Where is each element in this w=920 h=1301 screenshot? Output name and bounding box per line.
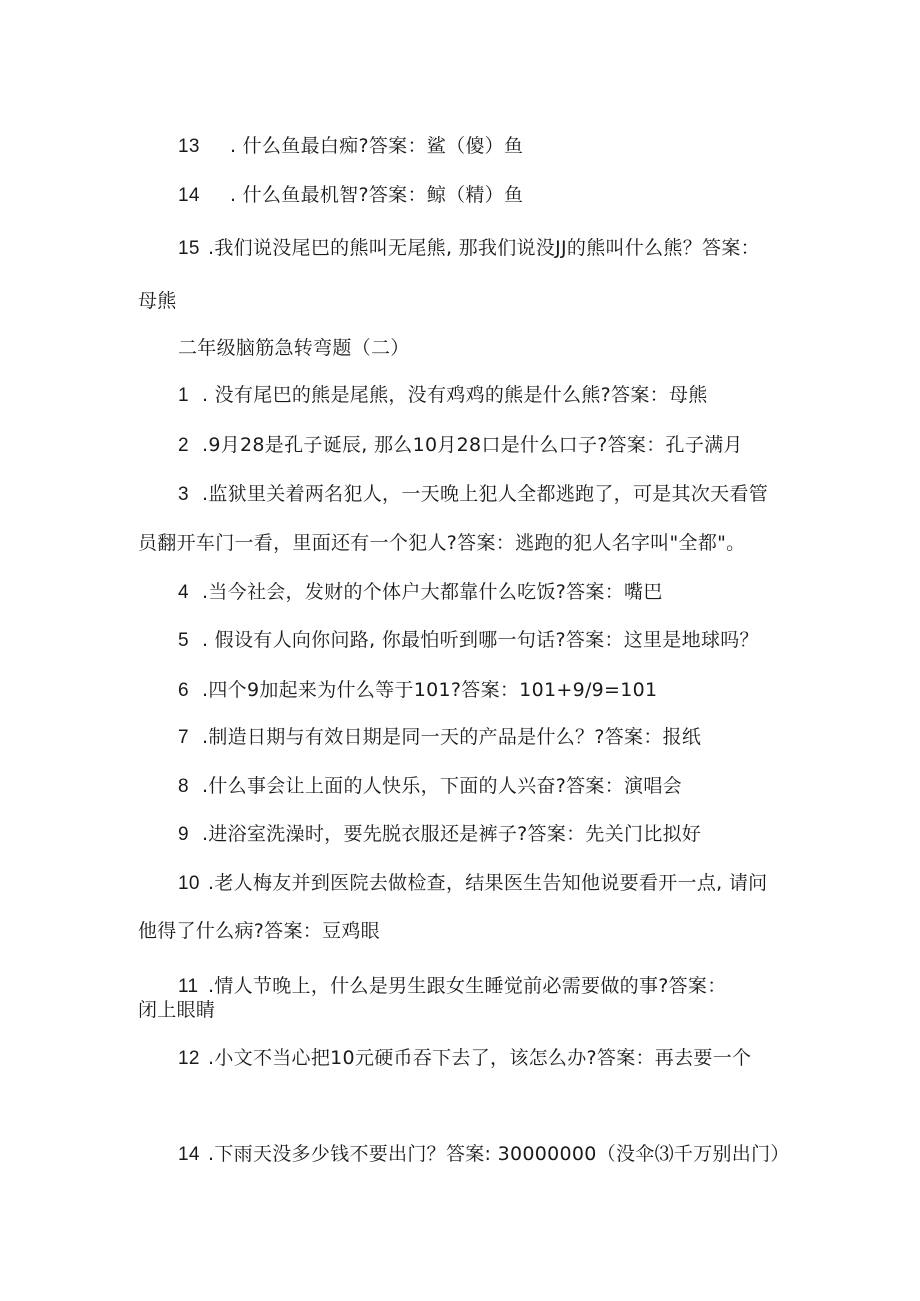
list-item [178,628,759,653]
item-number: 6 [178,680,189,701]
item-text: . 什么鱼最机智?答案：鲸（精）鱼 [230,184,524,206]
item-number: 14 [178,185,200,206]
list-item [178,871,767,896]
list-item [178,433,743,458]
list-item [178,1046,751,1071]
item-number: 8 [178,776,189,797]
item-text: .小文不当心把10元硬币吞下去了，该怎么办?答案：再去要一个 [208,1047,752,1069]
item-number: 4 [178,582,189,603]
list-item [178,236,760,261]
continuation-text: 员翻开车门一看，里面还有一个犯人?答案：逃跑的犯人名字叫"全都"。 [138,532,746,554]
item-text: .情人节晚上，什么是男生跟女生睡觉前必需要做的事?答案： [208,975,727,997]
continuation-text: 母熊 [138,290,177,312]
list-item [178,774,682,799]
item-number: 15 [178,238,200,259]
continuation-text: 他得了什么病?答案：豆鸡眼 [138,920,380,942]
list-item [178,678,657,703]
list-item [178,580,663,605]
item-text: . 什么鱼最白痴?答案：鲨（傻）鱼 [230,135,524,157]
item-number: 9 [178,824,189,845]
item-text: .当今社会，发财的个体户大都靠什么吃饭?答案：嘴巴 [202,581,663,603]
item-number: 1 [178,385,189,406]
item-number: 7 [178,727,189,748]
list-item [178,134,523,159]
item-text: .老人梅友并到医院去做检查，结果医生告知他说要看开一点, 请问 [208,872,768,894]
item-text: .我们说没尾巴的熊叫无尾熊, 那我们说没JJ的熊叫什么熊？答案： [208,237,760,259]
item-text: .监狱里关着两名犯人，一天晚上犯人全都逃跑了，可是其次天看管 [202,483,769,505]
item-number: 5 [178,630,189,651]
list-item [178,383,708,408]
list-item [178,822,701,847]
list-item [178,725,701,750]
item-number: 3 [178,484,189,505]
item-number: 12 [178,1048,200,1069]
item-text: .进浴室洗澡时，要先脱衣服还是裤子?答案：先关门比拟好 [202,823,702,845]
item-text: .下雨天没多少钱不要出门？答案: 30000000（没伞⑶千万别出门） [208,1143,790,1165]
item-number: 13 [178,136,200,157]
item-text: . 假设有人向你问路, 你最怕听到哪一句话?答案：这里是地球吗？ [202,629,759,651]
item-text: .四个9加起来为什么等于101?答案：101+9/9=101 [202,679,658,701]
list-item [178,183,523,208]
continuation-text: 闭上眼睛 [138,999,216,1021]
item-text: .制造日期与有效日期是同一天的产品是什么？?答案：报纸 [202,726,702,748]
item-number: 11 [178,976,199,997]
item-text: . 没有尾巴的熊是尾熊，没有鸡鸡的熊是什么熊?答案：母熊 [202,384,708,406]
item-text: .9月28是孔子诞辰, 那么10月28口是什么口子?答案：孔子满月 [202,434,743,456]
item-number: 2 [178,435,189,456]
list-item [178,482,768,507]
section-heading: 二年级脑筋急转弯题（二） [178,337,410,359]
item-number: 14 [178,1144,200,1165]
item-text: .什么事会让上面的人快乐，下面的人兴奋?答案：演唱会 [202,775,682,797]
list-item [178,1142,790,1167]
list-item [178,974,727,999]
item-number: 10 [178,873,200,894]
